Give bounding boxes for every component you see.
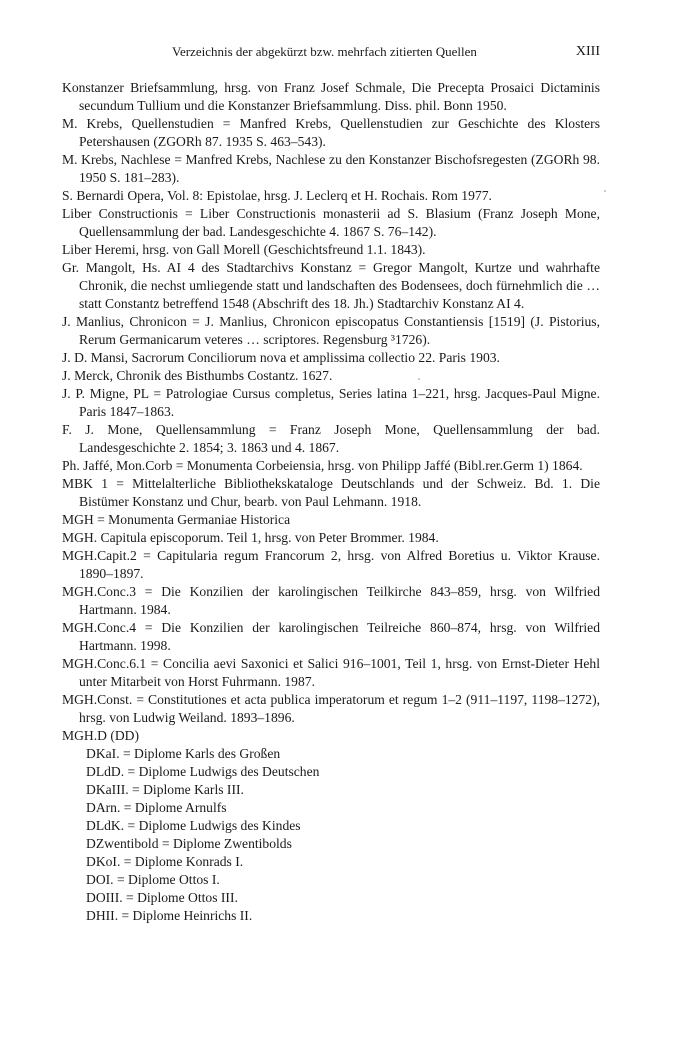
diplomata-entry: DKoI. = Diplome Konrads I. xyxy=(86,854,244,869)
bibliography-entry: F. J. Mone, Quellensammlung = Franz Joseph Mone, Quellensammlung der bad. Landesgeschichte 2. 1854; 3. 1863 und 4. 1867. xyxy=(62,422,600,455)
bibliography-entry: M. Krebs, Nachlese = Manfred Krebs, Nachlese zu den Konstanzer Bischofsregesten (ZGORh 98. 1950 S. 181–283). xyxy=(62,152,600,185)
bibliography-list xyxy=(62,79,600,925)
diplomata-entry: DArn. = Diplome Arnulfs xyxy=(86,800,227,815)
diplomata-entry: DKaI. = Diplome Karls des Großen xyxy=(86,746,281,761)
bibliography-entry: MGH.D (DD) xyxy=(62,728,140,743)
scan-speck xyxy=(418,378,420,380)
bibliography-entry: MGH.Conc.4 = Die Konzilien der karolingischen Teilreiche 860–874, hrsg. von Wilfried Hartmann. 1998. xyxy=(62,620,600,653)
diplomata-entry: DLdD. = Diplome Ludwigs des Deutschen xyxy=(86,764,320,779)
bibliography-entry: M. Krebs, Quellenstudien = Manfred Krebs, Quellenstudien zur Geschichte des Klosters Petershausen (ZGORh 87. 1935 S. 463–543). xyxy=(62,116,600,149)
page-number: XIII xyxy=(575,44,600,59)
diplomata-entry: DOI. = Diplome Ottos I. xyxy=(86,872,220,887)
bibliography-entry: J. Merck, Chronik des Bisthumbs Costantz. 1627. xyxy=(62,368,333,383)
running-head-title: Verzeichnis der abgekürzt bzw. mehrfach zitierten Quellen xyxy=(172,44,477,59)
running-head xyxy=(62,44,600,64)
bibliography-entry: Konstanzer Briefsammlung, hrsg. von Franz Josef Schmale, Die Precepta Prosaici Dictaminis secundum Tullium und die Konstanzer Briefsammlung. Diss. phil. Bonn 1950. xyxy=(62,80,600,113)
diplomata-entry: DLdK. = Diplome Ludwigs des Kindes xyxy=(86,818,301,833)
diplomata-entry: DHII. = Diplome Heinrichs II. xyxy=(86,908,253,923)
scan-speck xyxy=(604,190,606,192)
bibliography-entry: MGH.Capit.2 = Capitularia regum Francorum 2, hrsg. von Alfred Boretius u. Viktor Krause. 1890–1897. xyxy=(62,548,600,581)
bibliography-entry: MGH = Monumenta Germaniae Historica xyxy=(62,512,291,527)
diplomata-entry: DZwentibold = Diplome Zwentibolds xyxy=(86,836,292,851)
bibliography-entry: MGH.Conc.3 = Die Konzilien der karolingischen Teilkirche 843–859, hrsg. von Wilfried Hartmann. 1984. xyxy=(62,584,600,617)
diplomata-entry: DKaIII. = Diplome Karls III. xyxy=(86,782,244,797)
diplomata-entry: DOIII. = Diplome Ottos III. xyxy=(86,890,238,905)
bibliography-entry: Ph. Jaffé, Mon.Corb = Monumenta Corbeiensia, hrsg. von Philipp Jaffé (Bibl.rer.Germ 1) 1864. xyxy=(62,458,583,473)
diplomata-sublist xyxy=(62,745,600,925)
bibliography-entry: MGH. Capitula episcoporum. Teil 1, hrsg. von Peter Brommer. 1984. xyxy=(62,530,439,545)
bibliography-entry: Liber Heremi, hrsg. von Gall Morell (Geschichtsfreund 1.1. 1843). xyxy=(62,242,426,257)
bibliography-entry: S. Bernardi Opera, Vol. 8: Epistolae, hrsg. J. Leclerq et H. Rochais. Rom 1977. xyxy=(62,188,492,203)
bibliography-entry: J. P. Migne, PL = Patrologiae Cursus completus, Series latina 1–221, hrsg. Jacques-Paul Migne. Paris 1847–1863. xyxy=(62,386,600,419)
bibliography-entry: Gr. Mangolt, Hs. AI 4 des Stadtarchivs Konstanz = Gregor Mangolt, Kurtze und wahrhafte Chronik, die nechst umliegende statt und landschaften des Bodensees, doch fürnehmlich die … statt Constantz betreffend 1548 (Abschrift des 18. Jh.) Stadtarchiv Konstanz AI 4. xyxy=(62,260,600,311)
bibliography-entry: Liber Constructionis = Liber Constructionis monasterii ad S. Blasium (Franz Joseph Mone, Quellensammlung der bad. Landesgeschichte 4. 1867 S. 76–142). xyxy=(62,206,600,239)
bibliography-entry: MGH.Const. = Constitutiones et acta publica imperatorum et regum 1–2 (911–1197, 1198–1272), hrsg. von Ludwig Weiland. 1893–1896. xyxy=(62,692,600,725)
bibliography-entry: MBK 1 = Mittelalterliche Bibliothekskataloge Deutschlands und der Schweiz. Bd. 1. Die Bistümer Konstanz und Chur, bearb. von Paul Lehmann. 1918. xyxy=(62,476,600,509)
bibliography-entry: J. Manlius, Chronicon = J. Manlius, Chronicon episcopatus Constantiensis [1519] (J. Pistorius, Rerum Germanicarum veteres … scriptores. Regensburg ³1726). xyxy=(62,314,600,347)
bibliography-entry: J. D. Mansi, Sacrorum Conciliorum nova et amplissima collectio 22. Paris 1903. xyxy=(62,350,500,365)
bibliography-entry: MGH.Conc.6.1 = Concilia aevi Saxonici et Salici 916–1001, Teil 1, hrsg. von Ernst-Dieter Hehl unter Mitarbeit von Horst Fuhrmann. 1987. xyxy=(62,656,600,689)
